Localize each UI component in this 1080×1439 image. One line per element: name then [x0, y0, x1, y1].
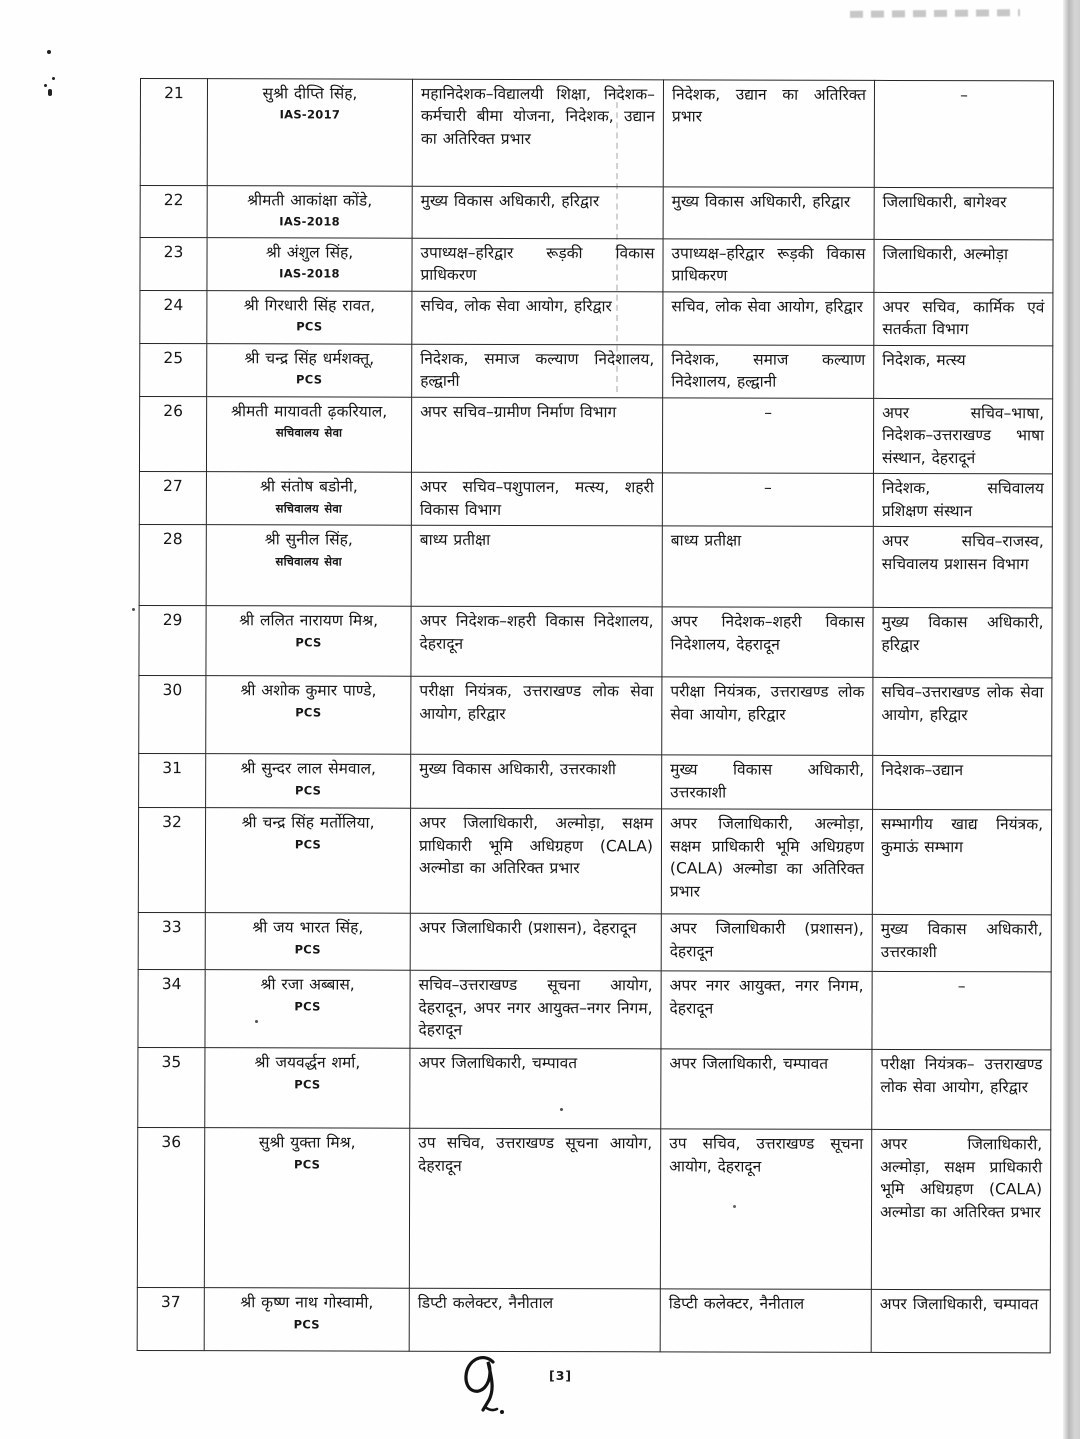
service-tag: PCS: [294, 837, 322, 852]
name-cell: [207, 79, 412, 187]
ink-dot: [132, 608, 135, 611]
new-posting-cell: अपर जिलाधिकारी, चम्पावत: [871, 1290, 1050, 1353]
current-post-cell: मुख्य विकास अधिकारी, हरिद्वार: [663, 187, 874, 240]
page-footer: [0, 1348, 1080, 1428]
serial-cell: 22: [140, 186, 207, 238]
current-post-cell: निदेशक, समाज कल्याण निदेशालय, हल्द्वानी: [663, 345, 874, 398]
table-row: [139, 472, 1052, 527]
postings-table-body: [137, 79, 1053, 1354]
name-cell: [206, 606, 411, 677]
new-posting-cell: निदेशक–उद्यान: [873, 756, 1052, 810]
officer-name: श्री अशोक कुमार पाण्डे,: [240, 681, 377, 700]
current-post-cell: अपर नगर आयुक्त, नगर निगम, देहरादून: [661, 971, 872, 1050]
table-row: [139, 525, 1052, 608]
current-post-cell: बाध्य प्रतीक्षा: [662, 526, 873, 608]
table-row: [139, 396, 1052, 474]
previous-post-cell: सचिव, लोक सेवा आयोग, हरिद्वार: [412, 291, 663, 345]
name-cell: [207, 291, 412, 344]
previous-post-cell: मुख्य विकास अधिकारी, हरिद्वार: [412, 186, 663, 239]
name-cell: [205, 913, 410, 971]
table-row: [137, 1128, 1050, 1290]
name-cell: [204, 1288, 409, 1352]
new-posting-cell: सचिव–उत्तराखण्ड लोक सेवा आयोग, हरिद्वार: [873, 678, 1052, 756]
service-tag: PCS: [295, 705, 322, 720]
table-row: [138, 808, 1051, 915]
officer-name: श्री अंशुल सिंह,: [265, 243, 354, 262]
previous-post-cell: अपर जिलाधिकारी, चम्पावत: [410, 1048, 661, 1129]
signature-icon: [455, 1350, 525, 1425]
new-posting-cell: अपर सचिव, कार्मिक एवं सतर्कता विभाग: [874, 292, 1053, 345]
current-post-cell: –: [662, 473, 873, 526]
officer-name: श्री जय भारत सिंह,: [252, 918, 364, 937]
current-post-cell: मुख्य विकास अधिकारी, उत्तरकाशी: [662, 755, 873, 810]
new-posting-cell: निदेशक, मत्स्य: [874, 345, 1053, 398]
officer-name: श्री चन्द्र सिंह मर्तोलिया,: [241, 813, 375, 832]
service-tag: PCS: [294, 942, 321, 957]
previous-post-cell: महानिदेशक–विद्यालयी शिक्षा, निदेशक–कर्मचारी बीमा योजना, निदेशक, उद्यान का अतिरिक्त प्रभार: [412, 79, 663, 187]
service-tag: PCS: [293, 1317, 320, 1332]
service-tag: PCS: [294, 783, 322, 798]
previous-post-cell: उप सचिव, उत्तराखण्ड सूचना आयोग, देहरादून: [409, 1128, 660, 1289]
serial-cell: 33: [138, 913, 205, 970]
officer-name: सुश्री युक्ता मिश्र,: [258, 1133, 356, 1152]
previous-post-cell: अपर जिलाधिकारी (प्रशासन), देहरादून: [410, 913, 661, 971]
name-cell: [206, 676, 411, 755]
table-row: [140, 186, 1053, 240]
serial-cell: 34: [138, 970, 205, 1048]
page-number: [3]: [549, 1368, 573, 1383]
service-tag: IAS-2018: [279, 214, 340, 229]
previous-post-cell: मुख्य विकास अधिकारी, उत्तरकाशी: [411, 754, 662, 809]
name-cell: [205, 1048, 410, 1129]
serial-cell: 29: [139, 606, 206, 676]
previous-post-cell: सचिव–उत्तराखण्ड सूचना आयोग, देहरादून, अपर नगर आयुक्त–नगर निगम, देहरादून: [410, 970, 661, 1049]
officer-name: श्रीमती मायावती ढ़करियाल,: [231, 402, 388, 421]
serial-cell: 32: [138, 808, 205, 913]
previous-post-cell: अपर निदेशक–शहरी विकास निदेशालय, देहरादून: [411, 606, 662, 677]
current-post-cell: अपर जिलाधिकारी, अल्मोड़ा, सक्षम प्राधिकारी भूमि अधिग्रहण (CALA) अल्मोडा का अतिरिक्त प्रभार: [661, 809, 872, 915]
current-post-cell: सचिव, लोक सेवा आयोग, हरिद्वार: [663, 292, 874, 345]
new-posting-cell: निदेशक, सचिवालय प्रशिक्षण संस्थान: [873, 474, 1052, 527]
service-tag: IAS-2018: [279, 266, 340, 281]
table-row: [140, 291, 1053, 346]
service-tag: PCS: [295, 635, 322, 650]
service-tag: PCS: [294, 1077, 321, 1092]
officer-name: श्री संतोष बडोनी,: [259, 477, 358, 496]
officer-name: श्री सुनील सिंह,: [264, 530, 353, 549]
new-posting-cell: अपर जिलाधिकारी, अल्मोड़ा, सक्षम प्राधिकारी भूमि अधिग्रहण (CALA) अल्मोडा का अतिरिक्त प्रभार: [871, 1130, 1050, 1290]
new-posting-cell: –: [872, 972, 1051, 1050]
current-post-cell: डिप्टी कलेक्टर, नैनीताल: [660, 1289, 871, 1353]
officer-name: श्री जयवर्द्धन शर्मा,: [254, 1053, 361, 1072]
previous-post-cell: अपर सचिव–ग्रामीण निर्माण विभाग: [411, 397, 662, 473]
table-row: [138, 913, 1051, 972]
current-post-cell: अपर जिलाधिकारी (प्रशासन), देहरादून: [661, 914, 872, 972]
serial-cell: 36: [137, 1128, 204, 1288]
service-tag: सचिवालय सेवा: [275, 425, 343, 440]
previous-post-cell: उपाध्यक्ष–हरिद्वार रूड़की विकास प्राधिकरण: [412, 238, 663, 292]
table-row: [139, 676, 1052, 756]
name-cell: [206, 754, 411, 809]
officer-name: श्री कृष्ण नाथ गोस्वामी,: [240, 1293, 374, 1312]
serial-cell: 26: [139, 396, 206, 472]
previous-post-cell: बाध्य प्रतीक्षा: [411, 525, 662, 607]
officer-name: श्री सुन्दर लाल सेमवाल,: [240, 759, 376, 778]
serial-cell: 37: [137, 1288, 204, 1351]
scan-edge-shadow: [1063, 0, 1080, 1439]
current-post-cell: निदेशक, उद्यान का अतिरिक्त प्रभार: [663, 80, 874, 188]
name-cell: [206, 397, 411, 473]
postings-table: [137, 78, 1045, 1353]
current-post-cell: उपाध्यक्ष–हरिद्वार रूड़की विकास प्राधिकरण: [663, 239, 874, 293]
current-post-cell: –: [662, 398, 873, 474]
serial-cell: 31: [139, 754, 206, 808]
table-row: [139, 754, 1052, 810]
current-post-cell: उप सचिव, उत्तराखण्ड सूचना आयोग, देहरादून: [660, 1129, 871, 1290]
previous-post-cell: निदेशक, समाज कल्याण निदेशालय, हल्द्वानी: [412, 344, 663, 398]
new-posting-cell: जिलाधिकारी, अल्मोड़ा: [874, 239, 1053, 292]
serial-cell: 30: [139, 676, 206, 754]
previous-post-cell: अपर जिलाधिकारी, अल्मोड़ा, सक्षम प्राधिकारी भूमि अधिग्रहण (CALA) अल्मोडा का अतिरिक्त प्रभार: [410, 808, 661, 914]
officer-name: श्रीमती आकांक्षा कोंडे,: [247, 191, 373, 210]
previous-post-cell: परीक्षा नियंत्रक, उत्तराखण्ड लोक सेवा आयोग, हरिद्वार: [411, 676, 662, 755]
ink-dot: [44, 84, 47, 87]
table-row: [137, 1288, 1050, 1353]
name-cell: [205, 970, 410, 1049]
current-post-cell: अपर जिलाधिकारी, चम्पावत: [661, 1049, 872, 1130]
name-cell: [207, 344, 412, 397]
serial-cell: 27: [139, 472, 206, 525]
current-post-cell: परीक्षा नियंत्रक, उत्तराखण्ड लोक सेवा आयोग, हरिद्वार: [662, 677, 873, 756]
new-posting-cell: अपर सचिव–भाषा, निदेशक–उत्तराखण्ड भाषा संस्थान, देहरादूनं: [873, 398, 1052, 474]
officer-name: श्री चन्द्र सिंह धर्मशक्तू,: [244, 349, 375, 368]
new-posting-cell: अपर सचिव–राजस्व, सचिवालय प्रशासन विभाग: [873, 527, 1052, 608]
table-row: [138, 1048, 1051, 1130]
table-row: [138, 970, 1051, 1050]
ink-dot: [48, 89, 52, 96]
new-posting-cell: सम्भागीय खाद्य नियंत्रक, कुमाऊं सम्भाग: [872, 810, 1051, 915]
serial-cell: 35: [138, 1048, 205, 1128]
name-cell: [206, 525, 411, 607]
name-cell: [204, 1128, 409, 1289]
serial-cell: 28: [139, 525, 206, 606]
name-cell: [206, 472, 411, 525]
new-posting-cell: परीक्षा नियंत्रक– उत्तराखण्ड लोक सेवा आयोग, हरिद्वार: [872, 1050, 1051, 1130]
officer-name: श्री रजा अब्बास,: [260, 975, 355, 994]
table-row: [140, 343, 1053, 398]
previous-post-cell: डिप्टी कलेक्टर, नैनीताल: [409, 1288, 660, 1352]
service-tag: IAS-2017: [279, 107, 341, 122]
serial-cell: 25: [140, 343, 207, 396]
serial-cell: 21: [140, 79, 207, 186]
service-tag: PCS: [296, 319, 323, 334]
ink-dot: [52, 77, 55, 80]
service-tag: PCS: [293, 1157, 321, 1172]
officer-name: श्री ललित नारायण मिश्र,: [239, 611, 379, 630]
serial-cell: 23: [140, 238, 207, 291]
new-posting-cell: –: [874, 80, 1053, 187]
name-cell: [205, 808, 410, 914]
service-tag: सचिवालय सेवा: [275, 501, 343, 516]
table-row: [140, 79, 1053, 188]
new-posting-cell: मुख्य विकास अधिकारी, उत्तरकाशी: [872, 915, 1051, 972]
scan-smudge: [850, 9, 1020, 18]
name-cell: [207, 186, 412, 239]
serial-cell: 24: [140, 291, 207, 344]
current-post-cell: अपर निदेशक–शहरी विकास निदेशालय, देहरादून: [662, 607, 873, 678]
service-tag: सचिवालय सेवा: [275, 554, 342, 569]
officer-name: श्री गिरधारी सिंह रावत,: [243, 296, 376, 315]
table-row: [139, 606, 1052, 678]
officer-name: सुश्री दीप्ति सिंह,: [262, 84, 358, 103]
service-tag: PCS: [294, 999, 321, 1014]
ink-dot: [47, 50, 51, 54]
previous-post-cell: अपर सचिव–पशुपालन, मत्स्य, शहरी विकास विभाग: [411, 472, 662, 526]
new-posting-cell: मुख्य विकास अधिकारी, हरिद्वार: [873, 608, 1052, 678]
new-posting-cell: जिलाधिकारी, बागेश्वर: [874, 187, 1053, 239]
service-tag: PCS: [296, 372, 323, 387]
table-row: [140, 238, 1053, 293]
name-cell: [207, 238, 412, 292]
